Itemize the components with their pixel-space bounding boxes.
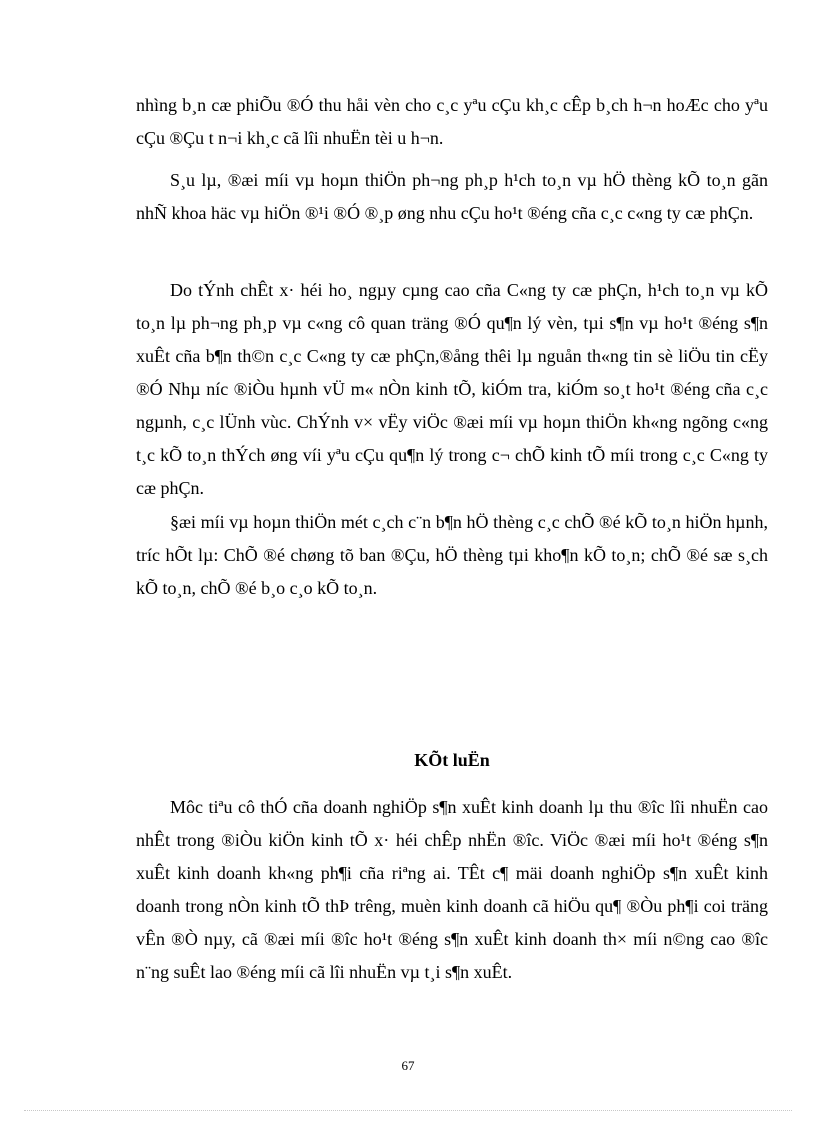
paragraph-accounting-regimes: §æi míi vµ hoµn thiÖn mét c¸ch c¨n b¶n hÖ thèng c¸c chÕ ®é kÕ to¸n hiÖn hµnh, tríc hÕt lµ: ChÕ ®é chøng tõ ban ®Çu, hÖ thèng tµi kho¶n kÕ to¸n; chÕ ®é sæ s¸ch kÕ to¸n, chÕ ®é b¸o c¸o kÕ to¸n. bbox=[136, 512, 768, 598]
page-number: 67 bbox=[401, 1058, 415, 1073]
conclusion-heading: KÕt luËn bbox=[414, 750, 490, 770]
paragraph-accounting-role: Do tÝnh chÊt x· héi ho¸ ngµy cµng cao cña C«ng ty cæ phÇn, h¹ch to¸n vµ kÕ to¸n lµ ph¬ng ph¸p vµ c«ng cô quan träng ®Ó qu¶n lý vèn, tµi s¶n vµ ho¹t ®éng s¶n xuÊt cña b¶n th©n c¸c C«ng ty cæ phÇn,®ång thêi lµ nguån th«ng tin sè liÖu tin cËy ®Ó Nhµ níc ®iÒu hµnh vÜ m« nÒn kinh tÕ, kiÓm tra, kiÓm so¸t ho¹t ®éng cña c¸c ngµnh, c¸c lÜnh vùc. ChÝnh v× vËy viÖc ®æi míi vµ hoµn thiÖn kh«ng ngõng c«ng t¸c kÕ to¸n thÝch øng víi yªu cÇu qu¶n lý trong c¬ chÕ kinh tÕ míi trong c¸c C«ng ty cæ phÇn. bbox=[136, 280, 768, 498]
page-bottom-divider bbox=[24, 1110, 792, 1111]
conclusion-paragraph: Môc tiªu cô thÓ cña doanh nghiÖp s¶n xuÊt kinh doanh lµ thu ®îc lîi nhuËn cao nhÊt trong ®iÒu kiÖn kinh tÕ x· héi chÊp nhËn ®îc. ViÖc ®æi míi ho¹t ®éng s¶n xuÊt kinh doanh kh«ng ph¶i cña riªng ai. TÊt c¶ mäi doanh nghiÖp s¶n xuÊt kinh doanh trong nÒn kinh tÕ thÞ trêng, muèn kinh doanh cã hiÖu qu¶ ®Òu ph¶i coi träng vÊn ®Ò nµy, cã ®æi míi ®îc ho¹t ®éng s¶n xuÊt kinh doanh th× míi n©ng cao ®îc n¨ng suÊt lao ®éng míi cã lîi nhuËn vµ t¸i s¶n xuÊt. bbox=[136, 797, 768, 982]
paragraph-accounting-reform: S¸u lµ, ®æi míi vµ hoµn thiÖn ph¬ng ph¸p h¹ch to¸n vµ hÖ thèng kÕ to¸n gãn nhÑ khoa häc vµ hiÖn ®¹i ®Ó ®¸p øng nhu cÇu ho¹t ®éng cña c¸c c«ng ty cæ phÇn. bbox=[136, 170, 768, 223]
paragraph-continuation: nhìng b¸n cæ phiÕu ®Ó thu håi vèn cho c¸c yªu cÇu kh¸c cÊp b¸ch h¬n hoÆc cho yªu cÇu ®Çu t n¬i kh¸c cã lîi nhuËn tèi u h¬n. bbox=[136, 95, 768, 148]
